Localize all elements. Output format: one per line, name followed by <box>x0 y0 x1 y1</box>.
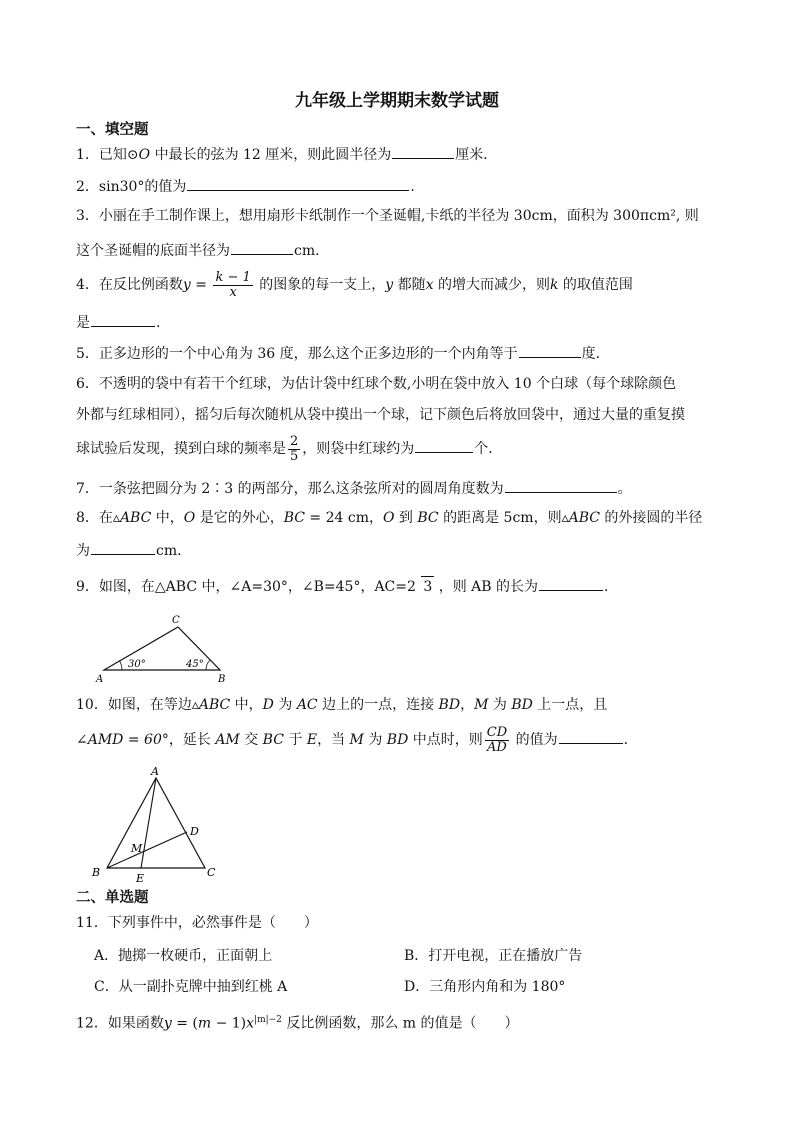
answer-blank <box>91 312 155 327</box>
exponent: |m|−2 <box>254 1015 282 1025</box>
answer-blank <box>559 729 623 744</box>
fraction: $\frac{2}{5}$ <box>290 433 299 464</box>
section-fill-in: 一、填空题 <box>76 122 149 138</box>
question-5: 5．正多边形的一个中心角为 36 度，那么这个正多边形的一个内角等于 度． <box>76 343 610 364</box>
question-7: 7．一条弦把圆分为 2∶3 的两部分，那么这条弦所对的圆周角度数为 。 <box>76 478 632 499</box>
triangle-abc <box>107 778 205 868</box>
label-e: E <box>136 872 145 884</box>
answer-blank <box>415 438 473 453</box>
question-2: 2．sin30°的值为 . <box>76 176 415 197</box>
angle-a-value: 30° <box>128 659 146 670</box>
label-b: B <box>218 674 226 685</box>
question-9: 9．如图，在△ABC 中，∠A=30°，∠B=45°，AC=2 3 ，则 AB 的长为 ． <box>76 576 618 597</box>
question-11: 11．下列事件中，必然事件是（ ） <box>76 915 318 931</box>
square-root: 3 <box>421 576 434 597</box>
question-8-cont: 为 cm． <box>76 540 191 561</box>
option-c[interactable]: C．从一副扑克牌中抽到红桃 A <box>94 979 288 995</box>
option-b[interactable]: B．打开电视，正在播放广告 <box>404 948 583 964</box>
fraction: $\frac{CD}{AD}$ <box>486 724 508 755</box>
question-6-cont2: 球试验后发现，摸到白球的频率是 $\frac{2}{5}$ ，则袋中红球约为 个． <box>76 433 503 464</box>
label-c: C <box>172 615 180 626</box>
option-a[interactable]: A．抛掷一枚硬币，正面朝上 <box>94 948 273 964</box>
question-3-cont: 这个圣诞帽的底面半径为 cm． <box>76 240 329 261</box>
page-title: 九年级上学期期末数学试题 <box>295 91 499 111</box>
question-4-cont: 是 . <box>76 312 160 333</box>
question-10: 10．如图，在等边▵ABC 中，D 为 AC 边上的一点，连接 BD，M 为 BD 上一点，且 <box>76 697 608 713</box>
question-6-cont: 外都与红球相同），摇匀后每次随机从袋中摸出一个球，记下颜色后将放回袋中，通过大量的重复摸 <box>76 407 685 423</box>
section-single-choice: 二、单选题 <box>76 890 149 906</box>
segment-bd <box>107 832 187 868</box>
label-a: A <box>96 674 104 685</box>
label-m: M <box>131 842 143 855</box>
label-b: B <box>92 866 101 879</box>
question-3: 3．小丽在手工制作课上，想用扇形卡纸制作一个圣诞帽,卡纸的半径为 30cm，面积为 300πcm², 则 <box>76 208 699 224</box>
answer-blank <box>505 478 617 493</box>
answer-blank <box>231 240 293 255</box>
answer-blank <box>187 176 409 191</box>
question-12: 12．如果函数$y = (m - 1)x^{|m|-2}$ 反比例函数，那么 m 的值是（ ） <box>76 1015 519 1032</box>
figure-10-triangle <box>86 762 226 884</box>
angle-a-arc <box>120 661 122 670</box>
angle-b-value: 45° <box>186 659 204 670</box>
label-d: D <box>190 825 199 838</box>
label-c: C <box>207 866 216 879</box>
label-a: A <box>151 765 159 778</box>
question-4: 4．在反比例函数y = $\frac{k - 1}{x}$ 的图象的每一支上，y 都随x 的增大而减少，则k 的取值范围 <box>76 269 633 300</box>
answer-blank <box>539 576 603 591</box>
question-6: 6．不透明的袋中有若干个红球，为估计袋中红球个数,小明在袋中放入 10 个白球（每个球除颜色 <box>76 376 677 392</box>
answer-blank <box>519 343 581 358</box>
question-8: 8．在▵ABC 中，O 是它的外心，BC = 24 cm，O 到 BC 的距离是 5cm，则▵ABC 的外接圆的半径 <box>76 510 703 526</box>
figure-9-triangle <box>92 610 232 686</box>
option-d[interactable]: D．三角形内角和为 180° <box>404 979 566 995</box>
answer-blank <box>91 540 155 555</box>
angle-b-arc <box>206 660 210 670</box>
fraction: $\frac{k - 1}{x}$ <box>215 269 251 300</box>
question-10-cont: ∠AMD = 60°，延长 AM 交 BC 于 E，当 M 为 BD 中点时，则 $\frac{CD}{AD}$ 的值为 ． <box>76 724 638 755</box>
question-1: 1．已知⊙O 中最长的弦为 12 厘米，则此圆半径为 厘米． <box>76 144 497 165</box>
answer-blank <box>392 144 454 159</box>
